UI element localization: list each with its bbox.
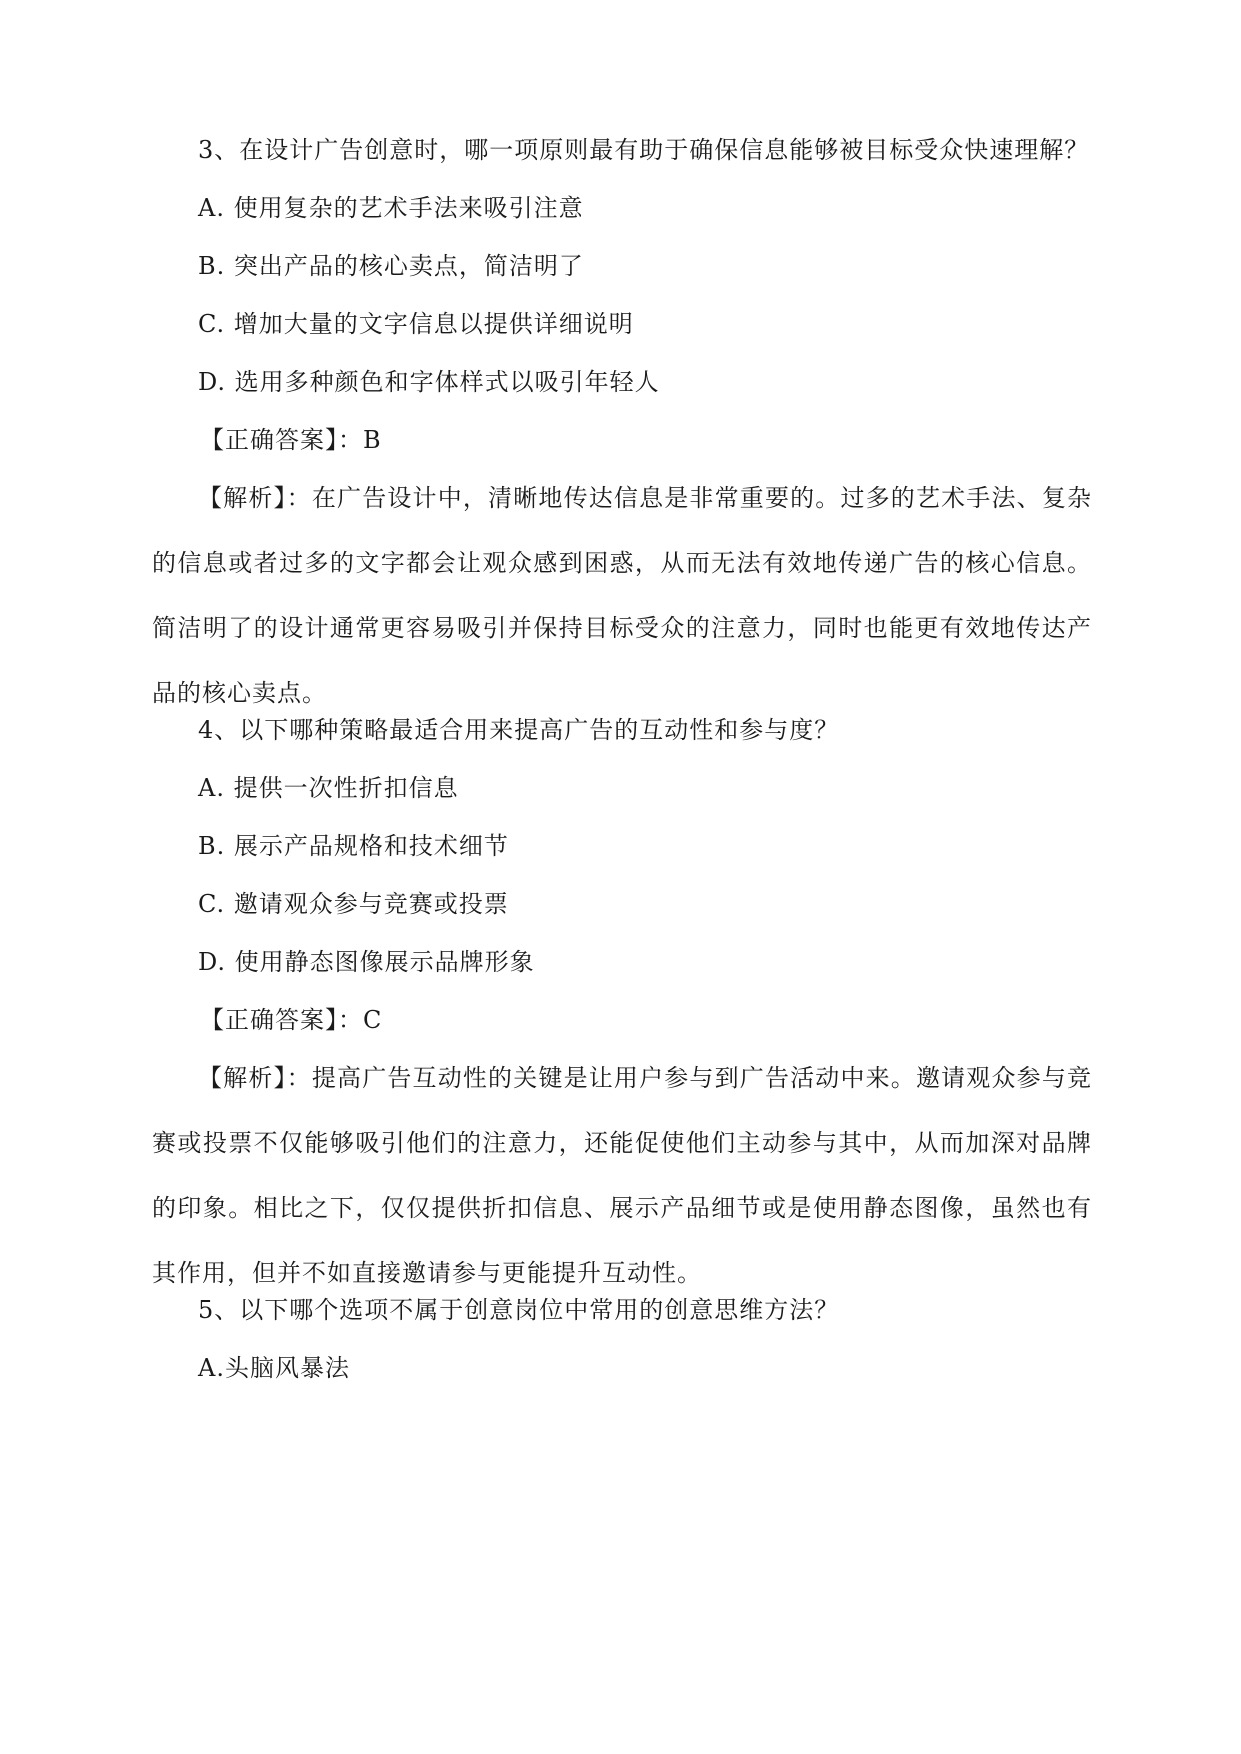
question-3-stem: 3、在设计广告创意时，哪一项原则最有助于确保信息能够被目标受众快速理解？ — [198, 136, 1090, 164]
question-3-option-d: D. 选用多种颜色和字体样式以吸引年轻人 — [198, 368, 660, 396]
question-4-option-d: D. 使用静态图像展示品牌形象 — [198, 948, 535, 976]
question-5-stem: 5、以下哪个选项不属于创意岗位中常用的创意思维方法？ — [198, 1296, 840, 1324]
question-4-stem: 4、以下哪种策略最适合用来提高广告的互动性和参与度？ — [198, 716, 840, 744]
question-3-option-b: B. 突出产品的核心卖点，简洁明了 — [198, 252, 584, 280]
question-3-option-c: C. 增加大量的文字信息以提供详细说明 — [198, 310, 634, 338]
question-4-option-c: C. 邀请观众参与竞赛或投票 — [198, 890, 509, 918]
question-4-option-a: A. 提供一次性折扣信息 — [198, 774, 459, 802]
question-5-option-a: A.头脑风暴法 — [198, 1354, 350, 1382]
question-3-answer: 【正确答案】：B — [200, 426, 382, 454]
question-4-answer: 【正确答案】：C — [200, 1006, 383, 1034]
question-3-analysis: 【解析】：在广告设计中，清晰地传达信息是非常重要的。过多的艺术手法、复杂的信息或者过多的文字都会让观众感到困惑，从而无法有效地传递广告的核心信息。简洁明了的设计通常更容易吸引并保持目标受众的注意力，同时也能更有效地传达产品的核心卖点。 — [152, 484, 1092, 707]
question-4-option-b: B. 展示产品规格和技术细节 — [198, 832, 509, 860]
question-4-analysis: 【解析】：提高广告互动性的关键是让用户参与到广告活动中来。邀请观众参与竞赛或投票不仅能够吸引他们的注意力，还能促使他们主动参与其中，从而加深对品牌的印象。相比之下，仅仅提供折扣信息、展示产品细节或是使用静态图像，虽然也有其作用，但并不如直接邀请参与更能提升互动性。 — [152, 1064, 1092, 1287]
question-3-option-a: A. 使用复杂的艺术手法来吸引注意 — [198, 194, 584, 222]
